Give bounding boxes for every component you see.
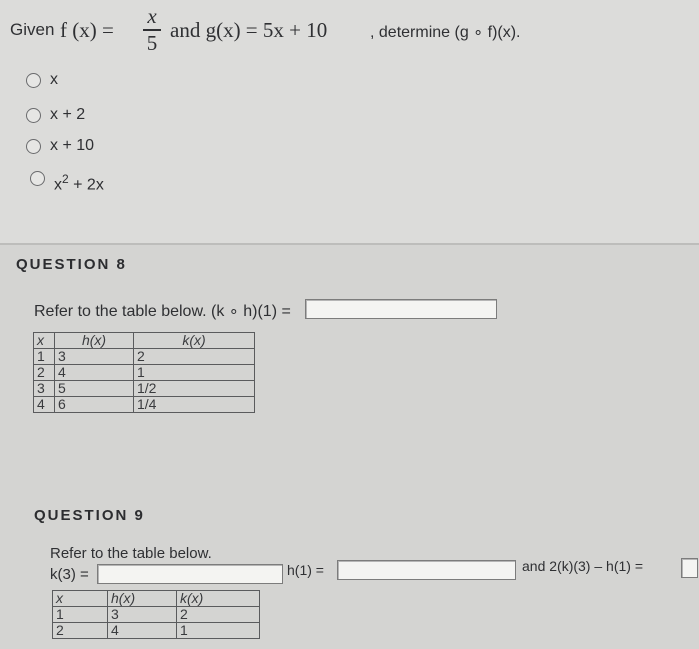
table-header-x: x: [34, 333, 55, 349]
q7-given-label: Given: [10, 20, 55, 39]
table-cell: 5: [55, 381, 134, 397]
q7-option-4-rest: + 2x: [68, 176, 104, 194]
table-cell: 4: [55, 365, 134, 381]
q7-option-2-label: x + 2: [50, 106, 86, 123]
table-header-k: k(x): [177, 591, 260, 607]
table-row: [34, 381, 255, 397]
table-header-row: [53, 591, 260, 607]
table-cell: 1/2: [134, 381, 255, 397]
table-cell: 1: [134, 365, 255, 381]
q7-option-4-base: x: [54, 176, 62, 194]
table-header-h: h(x): [108, 591, 177, 607]
table-row: [34, 397, 255, 413]
q8-title: QUESTION 8: [16, 256, 127, 273]
table-row: [53, 607, 260, 623]
table-row: [53, 623, 260, 639]
table-header-k: k(x): [134, 333, 255, 349]
table-row: [34, 365, 255, 381]
q7-option-4-exponent: 2: [62, 172, 69, 186]
table-cell: 1: [177, 623, 260, 639]
q7-fraction: [143, 6, 161, 54]
q7-f-definition: f (x) =: [60, 18, 114, 42]
q8-answer-input[interactable]: [305, 299, 497, 319]
q8-table: [33, 332, 255, 413]
table-cell: 3: [55, 349, 134, 365]
section-divider: [0, 243, 699, 245]
q9-table: [52, 590, 260, 639]
table-cell: 4: [34, 397, 55, 413]
q9-prompt: Refer to the table below.: [50, 545, 212, 562]
table-cell: 1/4: [134, 397, 255, 413]
q7-option-4-label: [54, 172, 104, 194]
q7-fraction-numerator: x: [147, 4, 157, 28]
table-cell: 1: [34, 349, 55, 365]
q8-prompt: Refer to the table below. (k ∘ h)(1) =: [34, 303, 291, 320]
table-cell: 3: [108, 607, 177, 623]
table-header-x: x: [53, 591, 108, 607]
q7-option-3-label: x + 10: [50, 137, 95, 154]
q9-k3-label: k(3) =: [50, 566, 89, 583]
table-header-h: h(x): [55, 333, 134, 349]
table-row: [34, 349, 255, 365]
q7-option-3-radio[interactable]: [26, 139, 41, 154]
table-cell: 2: [53, 623, 108, 639]
q9-expression-input[interactable]: [681, 558, 698, 578]
q7-fraction-denominator: 5: [146, 31, 158, 55]
table-cell: 2: [34, 365, 55, 381]
table-cell: 3: [34, 381, 55, 397]
table-cell: 1: [53, 607, 108, 623]
table-cell: 4: [108, 623, 177, 639]
table-cell: 2: [134, 349, 255, 365]
table-header-row: [34, 333, 255, 349]
q9-h1-input[interactable]: [337, 560, 516, 580]
q9-title: QUESTION 9: [34, 507, 145, 524]
q7-option-1-radio[interactable]: [26, 73, 41, 88]
table-cell: 2: [177, 607, 260, 623]
q9-h1-label: h(1) =: [287, 562, 324, 578]
q9-k3-input[interactable]: [97, 564, 283, 584]
q7-g-definition: and g(x) = 5x + 10: [170, 18, 328, 42]
q7-option-4-radio[interactable]: [30, 171, 45, 186]
q7-option-1-label: x: [50, 71, 58, 88]
table-cell: 6: [55, 397, 134, 413]
q9-expression-label: and 2(k)(3) – h(1) =: [522, 558, 643, 574]
q7-determine-text: , determine (g ∘ f)(x).: [370, 24, 521, 41]
q7-option-2-radio[interactable]: [26, 108, 41, 123]
